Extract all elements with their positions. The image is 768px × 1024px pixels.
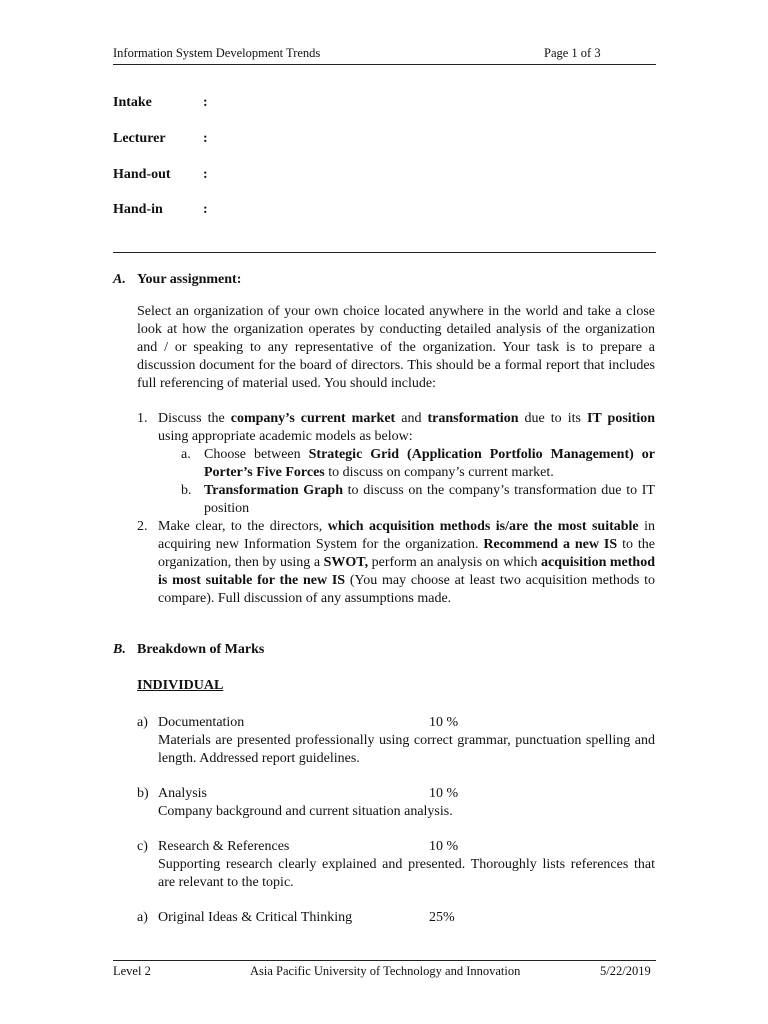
mark-name: Original Ideas & Critical Thinking [158, 910, 353, 925]
mark-percent: 10 % [429, 786, 459, 801]
mark-description: Company background and current situation analysis. [158, 804, 453, 819]
item2-t2: in acquiring new Information System for the organization. [158, 519, 655, 552]
field-sep-intake: : [203, 95, 208, 110]
section-b-subtitle: INDIVIDUAL [137, 678, 224, 693]
footer-rule [113, 960, 656, 961]
item1-text [158, 410, 655, 446]
field-sep-handout: : [203, 167, 208, 182]
item2-t1: Make clear, to the directors, [158, 519, 328, 534]
item2-t4: perform an analysis on which [368, 555, 541, 570]
mark-letter: b) [137, 786, 149, 801]
section-b-letter: B. [113, 642, 126, 657]
mark-letter: a) [137, 910, 148, 925]
item1-b2: transformation [427, 411, 519, 426]
mark-name: Research & References [158, 839, 290, 854]
item1-t4: using appropriate academic models as below: [158, 429, 413, 444]
field-label-lecturer: Lecturer [113, 131, 166, 146]
mark-description: Materials are presented professionally using correct grammar, punctuation spelling and length. Addressed report guidelines. [158, 733, 655, 766]
section-a-heading [113, 272, 126, 288]
item1a-t2: to discuss on company’s current market. [324, 465, 554, 480]
field-label-handin: Hand-in [113, 202, 163, 217]
item1b-t1: to discuss on the company’s transformation due to IT position [204, 483, 655, 516]
header-title: Information System Development Trends [113, 46, 321, 60]
item1-t1: Discuss the [158, 411, 231, 426]
item1b-text [204, 482, 655, 518]
item1-b3: IT position [586, 411, 655, 426]
mark-percent: 25% [429, 910, 455, 925]
item2-number: 2. [137, 519, 148, 534]
mark-percent: 10 % [429, 839, 459, 854]
fields-rule [113, 252, 656, 253]
item1-number: 1. [137, 411, 148, 426]
mark-percent: 10 % [429, 715, 459, 730]
footer-university: Asia Pacific University of Technology and Innovation [250, 964, 521, 978]
footer-level: Level 2 [113, 964, 151, 978]
item1a-b1: Strategic Grid (Application Portfolio Management) or Porter’s Five Forces [204, 447, 655, 480]
field-label-handout: Hand-out [113, 167, 171, 182]
item1a-t1: Choose between [204, 447, 309, 462]
section-a-title: Your assignment: [137, 272, 242, 287]
field-sep-handin: : [203, 202, 208, 217]
mark-letter: a) [137, 715, 148, 730]
item2-t3: to the organization, then by using a [158, 537, 655, 570]
item1b-letter: b. [181, 483, 192, 498]
mark-letter: c) [137, 839, 148, 854]
mark-name: Analysis [158, 786, 207, 801]
page-number: Page 1 of 3 [544, 46, 601, 60]
item1-t2: and [395, 411, 428, 426]
section-b-title: Breakdown of Marks [137, 642, 265, 657]
header-rule [113, 64, 656, 65]
item1a-text [204, 446, 655, 482]
field-label-intake: Intake [113, 95, 152, 110]
item2-b1: which acquisition methods is/are the most suitable [327, 519, 639, 534]
item2-text [158, 518, 655, 608]
item2-b4: acquisition method is most suitable for the new IS [158, 555, 656, 588]
item2-b3: SWOT, [323, 555, 369, 570]
item1-b1: company’s current market [230, 411, 396, 426]
field-sep-lecturer: : [203, 131, 208, 146]
mark-description: Supporting research clearly explained and presented. Thoroughly lists references that are relevant to the topic. [158, 857, 655, 890]
item2-b2: Recommend a new IS [483, 537, 618, 552]
item1-t3: due to its [518, 411, 587, 426]
item2-t5: (You may choose at least two acquisition methods to compare). Full discussion of any assumptions made. [158, 573, 656, 606]
section-a-letter: A. [113, 272, 126, 287]
item1a-letter: a. [181, 447, 191, 462]
item1b-b1: Transformation Graph [204, 483, 343, 498]
section-b-heading [113, 642, 126, 658]
section-a-intro: Select an organization of your own choice located anywhere in the world and take a close look at how the organization operates by conducting detailed analysis of the organization and / or speaking to any representative of the organization. Your task is to prepare a discussion document for the board of directors. This should be a formal report that includes full referencing of material used. You should include: [137, 304, 655, 391]
mark-name: Documentation [158, 715, 245, 730]
footer-date: 5/22/2019 [600, 964, 651, 978]
